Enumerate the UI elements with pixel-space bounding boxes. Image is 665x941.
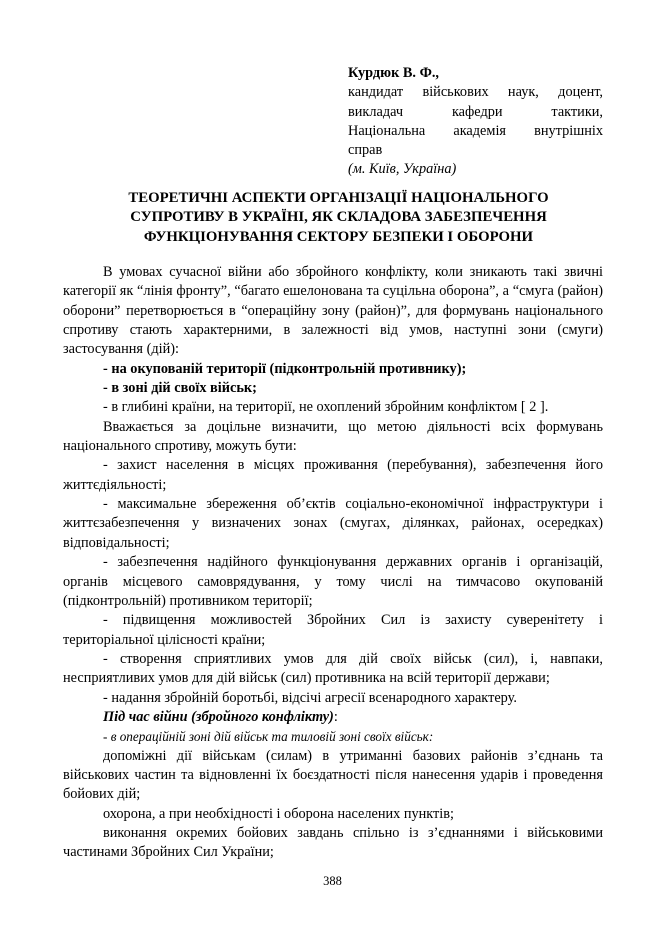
author-block (348, 64, 603, 180)
author-affiliation-line: Національна академія внутрішніх (348, 122, 603, 139)
list-item: - забезпечення надійного функціонування державних органів і організацій, органів місцевого самоврядування, у тому числі на тимчасово окупованій (підконтрольній) противником території; (63, 554, 603, 609)
list-item: - надання збройній боротьбі, відсічі агресії всенародного характеру. (103, 689, 517, 706)
section-heading-text: Під час війни (збройного конфлікту) (103, 708, 334, 725)
author-affiliation-line: кандидат військових наук, доцент, (348, 84, 603, 101)
list-item: - створення сприятливих умов для дій своїх військ (сил), і, навпаки, несприятливих умов для дій військ (сил) противника на всій території держави; (63, 650, 603, 687)
author-affiliation-line: справ (348, 142, 383, 159)
article-title (96, 189, 581, 247)
title-line: ТЕОРЕТИЧНІ АСПЕКТИ ОРГАНІЗАЦІЇ НАЦІОНАЛЬНОГО (128, 190, 549, 206)
author-name: Курдюк В. Ф., (348, 65, 440, 81)
list-item: - на окупованій території (підконтрольній противнику); (103, 360, 467, 377)
article-body (63, 263, 603, 863)
paragraph: Вважається за доцільне визначити, що метою діяльності всіх формувань національного спротиву, можуть бути: (63, 418, 603, 455)
paragraph: виконання окремих бойових завдань спільно із з’єднаннями і військовими частинами Збройних Сил України; (63, 824, 603, 861)
section-heading-colon: : (333, 708, 338, 725)
list-item: - підвищення можливостей Збройних Сил із захисту суверенітету і територіальної цілісності країни; (63, 612, 603, 648)
list-item: - максимальне збереження об’єктів соціально-економічної інфраструктури і життєзабезпечення у визначених зонах (смугах, ділянках, районах, осередках) відповідальності; (63, 496, 603, 551)
title-line: ФУНКЦІОНУВАННЯ СЕКТОРУ БЕЗПЕКИ І ОБОРОНИ (143, 228, 534, 245)
paragraph: допоміжні дії військам (силам) в утриманні базових районів з’єднань та військових частин та відновленні їх боєздатності після нанесення ударів і проведення бойових дій; (63, 747, 603, 803)
title-line: СУПРОТИВУ В УКРАЇНІ, ЯК СКЛАДОВА ЗАБЕЗПЕЧЕННЯ (130, 209, 547, 226)
subsection-heading: - в операційній зоні дій військ та тиловій зоні своїх військ: (103, 729, 434, 745)
list-item: - в зоні дій своїх військ; (103, 380, 257, 397)
author-city: (м. Київ, Україна) (348, 161, 457, 178)
paragraph: охорона, а при необхідності і оборона населених пунктів; (103, 805, 454, 822)
section-heading (63, 708, 603, 727)
author-affiliation-line: викладач кафедри тактики, (348, 103, 603, 120)
list-item: - захист населення в місцях проживання (перебування), забезпечення його життєдіяльності; (63, 457, 603, 493)
page-number: 388 (323, 874, 342, 888)
paragraph: В умовах сучасної війни або збройного конфлікту, коли зникають такі звичні категорії як “лінія фронту”, “багато ешелонована та суцільна оборона”, а “смуга (район) оборони” перетворюється в “операційну зону (район)”, для формувань національного спротиву стають характерними, в залежності від умов, наступні зони (смуги) застосування (дій): (63, 264, 603, 358)
list-item: - в глибині країни, на території, не охоплений збройним конфліктом [ 2 ]. (103, 399, 549, 416)
